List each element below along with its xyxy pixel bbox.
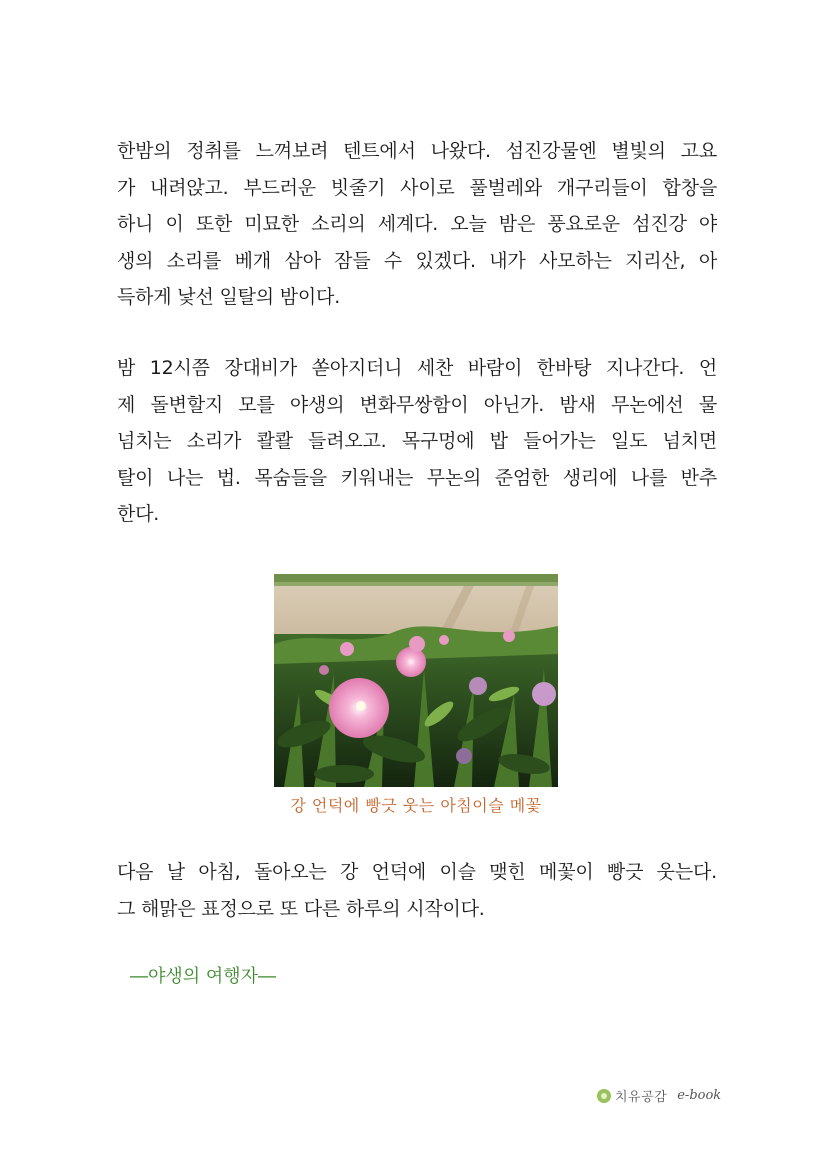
photo-caption: 강 언덕에 빵긋 웃는 아침이슬 메꽃 xyxy=(290,796,542,815)
text-line: 그 해맑은 표정으로 또 다른 하루의 시작이다. xyxy=(117,897,485,920)
paragraph-rain xyxy=(117,350,717,533)
author-signature: ―야생의 여행자― xyxy=(130,966,277,987)
text-line: 넘치는 소리가 콸콸 들려오고. 목구멍에 밥 들어가는 일도 넘치면 xyxy=(117,430,717,452)
footer-brand-name: 치유공감 xyxy=(615,1090,668,1105)
text-line: 다음 날 아침, 돌아오는 강 언덕에 이슬 맺힌 메꽃이 빵긋 웃는다. xyxy=(117,861,717,883)
text-line: 밤 12시쯤 장대비가 쏟아지더니 세찬 바람이 한바탕 지나간다. 언 xyxy=(117,357,717,379)
text-line: 한다. xyxy=(117,503,160,525)
footer-brand xyxy=(597,1086,721,1105)
text-line: 제 돌변할지 모를 야생의 변화무쌍함이 아닌가. 밤새 무논에선 물 xyxy=(117,393,717,416)
flower-logo-icon xyxy=(597,1089,611,1103)
footer-ebook-label: e-book xyxy=(677,1088,722,1103)
text-line: 한밤의 정취를 느껴보려 텐트에서 나왔다. 섬진강물엔 별빛의 고요 xyxy=(117,140,717,162)
morning-glory-photo xyxy=(274,574,558,787)
text-line: 득하게 낯선 일탈의 밤이다. xyxy=(117,286,341,308)
text-line: 생의 소리를 베개 삼아 잠들 수 있겠다. 내가 사모하는 지리산, 아 xyxy=(117,249,717,272)
paragraph-night xyxy=(117,133,717,316)
text-line: 탈이 나는 법. 목숨들을 키워내는 무논의 준엄한 생리에 나를 반추 xyxy=(117,466,717,489)
text-line: 하니 이 또한 미묘한 소리의 세계다. 오늘 밤은 풍요로운 섬진강 야 xyxy=(117,213,717,235)
paragraph-morning xyxy=(117,854,717,927)
text-line: 가 내려앉고. 부드러운 빗줄기 사이로 풀벌레와 개구리들이 합창을 xyxy=(117,176,717,199)
